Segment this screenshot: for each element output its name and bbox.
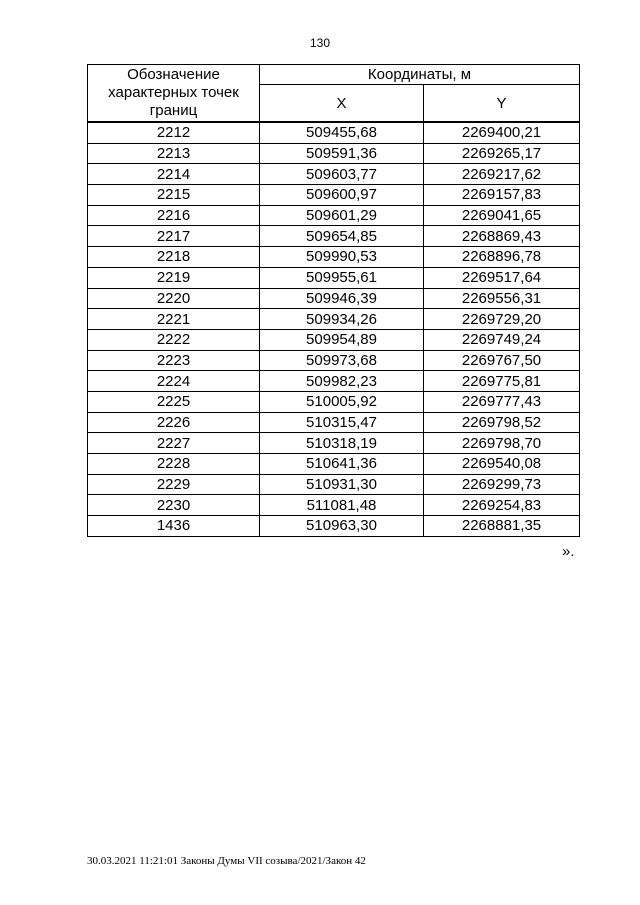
x-coordinate-cell: 509591,36 [260,143,424,164]
y-coordinate-cell: 2269729,20 [424,309,580,330]
x-coordinate-cell: 509654,85 [260,226,424,247]
x-coordinate-cell: 510315,47 [260,412,424,433]
point-id-cell: 2218 [88,247,260,268]
point-id-cell: 2219 [88,267,260,288]
coordinates-table [87,64,580,537]
table-row [88,391,580,412]
x-coordinate-cell: 509600,97 [260,185,424,206]
page-number: 130 [309,36,331,50]
point-id-cell: 2216 [88,205,260,226]
x-coordinate-cell: 509990,53 [260,247,424,268]
y-coordinate-cell: 2269798,70 [424,433,580,454]
header-coordinates: Координаты, м [260,65,580,85]
y-coordinate-cell: 2269265,17 [424,143,580,164]
table-row [88,474,580,495]
point-id-cell: 2215 [88,185,260,206]
point-id-cell: 2224 [88,371,260,392]
point-id-cell: 2221 [88,309,260,330]
x-coordinate-cell: 510005,92 [260,391,424,412]
point-id-cell: 2220 [88,288,260,309]
y-coordinate-cell: 2269775,81 [424,371,580,392]
y-coordinate-cell: 2269299,73 [424,474,580,495]
header-x: X [260,85,424,123]
point-id-cell: 2227 [88,433,260,454]
y-coordinate-cell: 2269798,52 [424,412,580,433]
table-row [88,329,580,350]
point-id-cell: 2225 [88,391,260,412]
table-row [88,516,580,537]
table-row [88,454,580,475]
y-coordinate-cell: 2269400,21 [424,122,580,143]
x-coordinate-cell: 509955,61 [260,267,424,288]
table-row [88,412,580,433]
x-coordinate-cell: 509946,39 [260,288,424,309]
x-coordinate-cell: 510641,36 [260,454,424,475]
y-coordinate-cell: 2268869,43 [424,226,580,247]
point-id-cell: 2226 [88,412,260,433]
x-coordinate-cell: 509455,68 [260,122,424,143]
x-coordinate-cell: 509603,77 [260,164,424,185]
point-id-cell: 2228 [88,454,260,475]
table-row [88,350,580,371]
table-row [88,371,580,392]
x-coordinate-cell: 509973,68 [260,350,424,371]
table-row [88,267,580,288]
table-body [88,122,580,536]
y-coordinate-cell: 2269157,83 [424,185,580,206]
y-coordinate-cell: 2269767,50 [424,350,580,371]
x-coordinate-cell: 509934,26 [260,309,424,330]
x-coordinate-cell: 510318,19 [260,433,424,454]
point-id-cell: 2223 [88,350,260,371]
y-coordinate-cell: 2269556,31 [424,288,580,309]
x-coordinate-cell: 510963,30 [260,516,424,537]
y-coordinate-cell: 2269217,62 [424,164,580,185]
table-row [88,143,580,164]
x-coordinate-cell: 509982,23 [260,371,424,392]
table-row [88,185,580,206]
table-row [88,288,580,309]
y-coordinate-cell: 2268896,78 [424,247,580,268]
x-coordinate-cell: 511081,48 [260,495,424,516]
point-id-cell: 2230 [88,495,260,516]
point-id-cell: 2222 [88,329,260,350]
point-id-cell: 2212 [88,122,260,143]
table-row [88,205,580,226]
header-y: Y [424,85,580,123]
table-row [88,226,580,247]
point-id-cell: 2213 [88,143,260,164]
table-row [88,309,580,330]
y-coordinate-cell: 2269254,83 [424,495,580,516]
x-coordinate-cell: 509601,29 [260,205,424,226]
footer-stamp: 30.03.2021 11:21:01 Законы Думы VII созыва/2021/Закон 42 [87,855,366,867]
point-id-cell: 1436 [88,516,260,537]
table-row [88,495,580,516]
point-id-cell: 2214 [88,164,260,185]
point-id-cell: 2229 [88,474,260,495]
header-point-label: Обозначение характерных точек границ [88,65,260,123]
y-coordinate-cell: 2269041,65 [424,205,580,226]
point-id-cell: 2217 [88,226,260,247]
y-coordinate-cell: 2269749,24 [424,329,580,350]
y-coordinate-cell: 2269517,64 [424,267,580,288]
table-row [88,433,580,454]
table-row [88,164,580,185]
table-row [88,122,580,143]
y-coordinate-cell: 2268881,35 [424,516,580,537]
x-coordinate-cell: 510931,30 [260,474,424,495]
closing-quote: ». [562,543,575,560]
y-coordinate-cell: 2269540,08 [424,454,580,475]
table-row [88,247,580,268]
y-coordinate-cell: 2269777,43 [424,391,580,412]
x-coordinate-cell: 509954,89 [260,329,424,350]
